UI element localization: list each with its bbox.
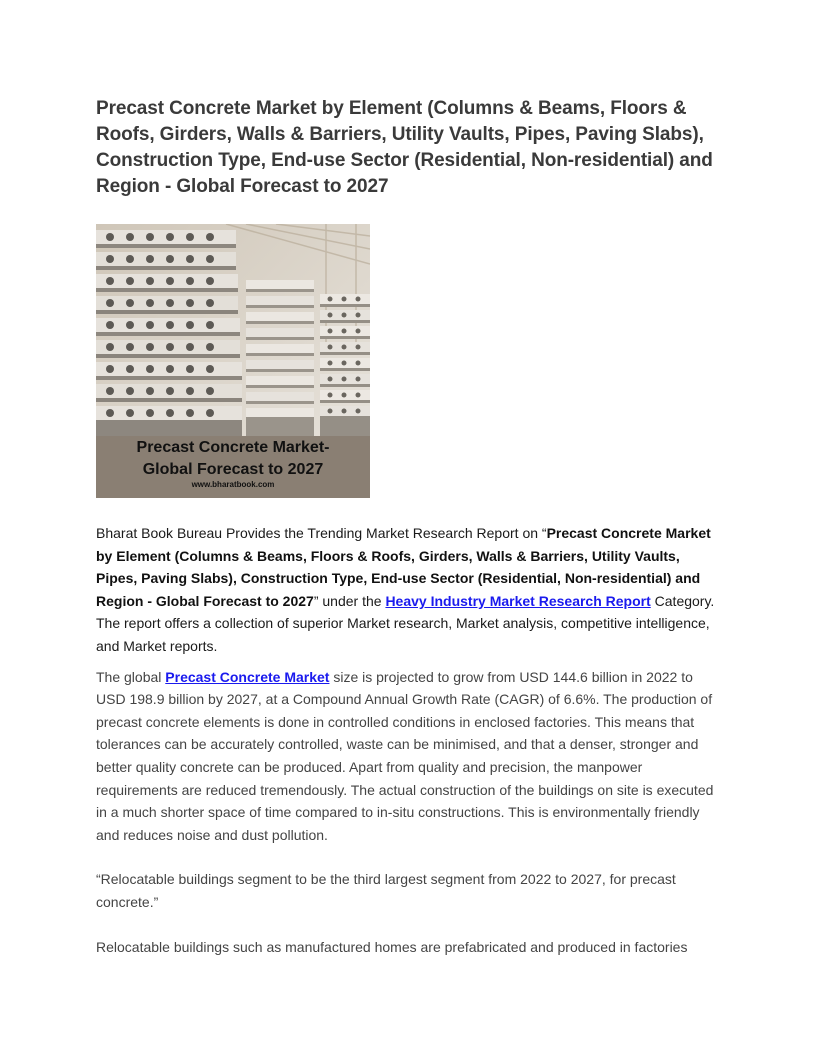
market-paragraph: [96, 666, 720, 847]
category-link[interactable]: Heavy Industry Market Research Report: [385, 592, 651, 609]
market-text-before: The global: [96, 668, 166, 685]
market-link[interactable]: Precast Concrete Market: [165, 668, 330, 685]
quote-paragraph: “Relocatable buildings segment to be the third largest segment from 2022 to 2027, for precast concrete.”: [96, 871, 676, 910]
closing-paragraph: Relocatable buildings such as manufactured homes are prefabricated and produced in factories: [96, 938, 688, 955]
cover-image: [96, 224, 370, 498]
report-name: Precast Concrete Market by Element (Columns & Beams, Floors & Roofs, Girders, Walls & Barriers, Utility Vaults, Pipes, Paving Slabs), Construction Type, End-use Sector (Residential, Non-residential) and Region - Global Forecast to 2027: [96, 525, 711, 609]
document-page: [96, 96, 720, 958]
cover-title-line1: Precast Concrete Market-: [136, 439, 330, 456]
cover-url: www.bharatbook.com: [191, 480, 275, 489]
document-title: Precast Concrete Market by Element (Columns & Beams, Floors & Roofs, Girders, Walls & Barriers, Utility Vaults, Pipes, Paving Slabs), Construction Type, End-use Sector (Residential, Non-residential) and Region - Global Forecast to 2027: [96, 98, 713, 197]
intro-text-mid: ” under the: [313, 592, 386, 609]
cover-title-line2: Global Forecast to 2027: [142, 461, 324, 478]
intro-paragraph: [96, 522, 720, 658]
intro-text-after: Category. The report offers a collection of superior Market research, Market analysis, competitive intelligence, and Market reports.: [96, 592, 715, 654]
cover-caption: [96, 436, 370, 498]
intro-text-before: Bharat Book Bureau Provides the Trending Market Research Report on “: [96, 525, 547, 541]
market-text-after: size is projected to grow from USD 144.6 billion in 2022 to USD 198.9 billion by 2027, at a Compound Annual Growth Rate (CAGR) of 6.6%. The production of precast concrete elements is done in controlled conditions in enclosed factories. This means that tolerances can be accurately controlled, waste can be minimised, and that a denser, stronger and better quality concrete can be produced. Apart from quality and precision, the manpower requirements are reduced tremendously. The actual construction of the buildings on site is executed in a much shorter space of time compared to in-situ constructions. This is environmentally friendly and reduces noise and dust pollution.: [96, 668, 714, 843]
